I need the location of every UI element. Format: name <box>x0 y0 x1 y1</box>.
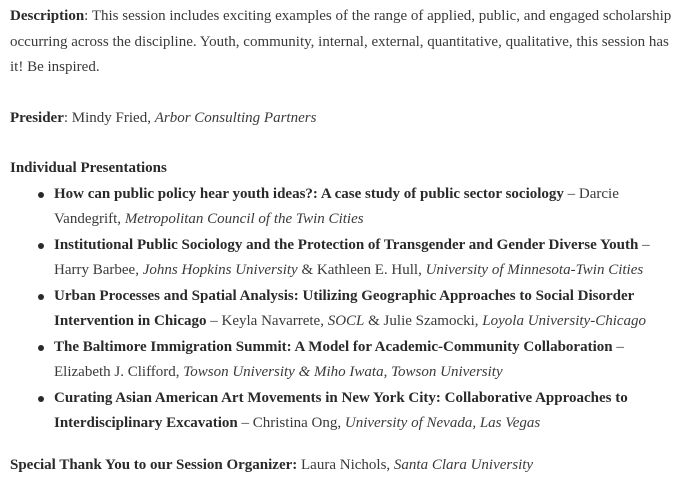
author-affiliation: Johns Hopkins University <box>142 262 298 278</box>
presentation-title: How can public policy hear youth ideas?: A case study of public sector sociology <box>54 185 564 202</box>
list-item <box>10 233 672 284</box>
author-affiliation: Towson University <box>391 364 503 380</box>
description-text: : This session includes exciting examples of the range of applied, public, and engaged scholarship occurring across the discipline. Youth, community, internal, external, quantitative, qualitative, this session has it! Be inspired. <box>10 8 672 75</box>
bullet-icon <box>38 294 44 300</box>
author-name: & Julie Szamocki, <box>364 313 483 329</box>
author-name: – Christina Ong, <box>237 415 345 431</box>
author-name: – Darcie Vandegrift, <box>54 185 619 227</box>
bullet-icon <box>38 396 44 402</box>
presider-line <box>10 106 672 132</box>
author-affiliation: Metropolitan Council of the Twin Cities <box>124 211 364 227</box>
presider-label: Presider <box>10 109 64 126</box>
list-item <box>10 284 672 335</box>
author-affiliation: SOCL <box>327 313 365 329</box>
presider-affiliation: Arbor Consulting Partners <box>154 109 317 126</box>
author-name: – Harry Barbee, <box>54 236 650 278</box>
bullet-icon <box>38 192 44 198</box>
presentation-list <box>10 182 672 437</box>
presentation-title: Urban Processes and Spatial Analysis: Utilizing Geographic Approaches to Social Disorder Intervention in Chicago <box>54 287 635 329</box>
presentation-title: The Baltimore Immigration Summit: A Model for Academic-Community Collaboration <box>54 338 613 355</box>
author-name: – Keyla Navarrete, <box>206 313 328 329</box>
thanks-label: Special Thank You to our Session Organizer: <box>10 456 298 473</box>
organizer-name: Laura Nichols, <box>297 456 394 473</box>
list-item <box>10 386 672 437</box>
list-item <box>10 182 672 233</box>
author-affiliation: University of Nevada, Las Vegas <box>344 415 541 431</box>
description-label: Description <box>10 8 85 24</box>
presider-sep: : <box>63 109 72 126</box>
bullet-icon <box>38 345 44 351</box>
presider-name: Mindy Fried, <box>71 109 155 126</box>
presentation-title: Curating Asian American Art Movements in New York City: Collaborative Approaches to Interdisciplinary Excavation <box>54 389 628 431</box>
author-affiliation: University of Minnesota-Twin Cities <box>425 262 644 278</box>
section-title: Individual Presentations <box>10 160 167 176</box>
author-affiliation: Towson University & Miho Iwata <box>183 364 384 380</box>
organizer-affiliation: Santa Clara University <box>393 456 534 473</box>
bullet-icon <box>38 243 44 249</box>
organizer-thanks-line <box>10 453 672 479</box>
author-name: – Elizabeth J. Clifford, <box>54 338 624 380</box>
presentation-title: Institutional Public Sociology and the Protection of Transgender and Gender Diverse Youth <box>54 236 639 253</box>
author-name: & Kathleen E. Hull, <box>297 262 426 278</box>
list-item <box>10 335 672 386</box>
author-name: , <box>383 364 392 380</box>
session-details <box>10 4 672 478</box>
author-affiliation: Loyola University-Chicago <box>482 313 647 329</box>
description-paragraph <box>10 4 672 81</box>
